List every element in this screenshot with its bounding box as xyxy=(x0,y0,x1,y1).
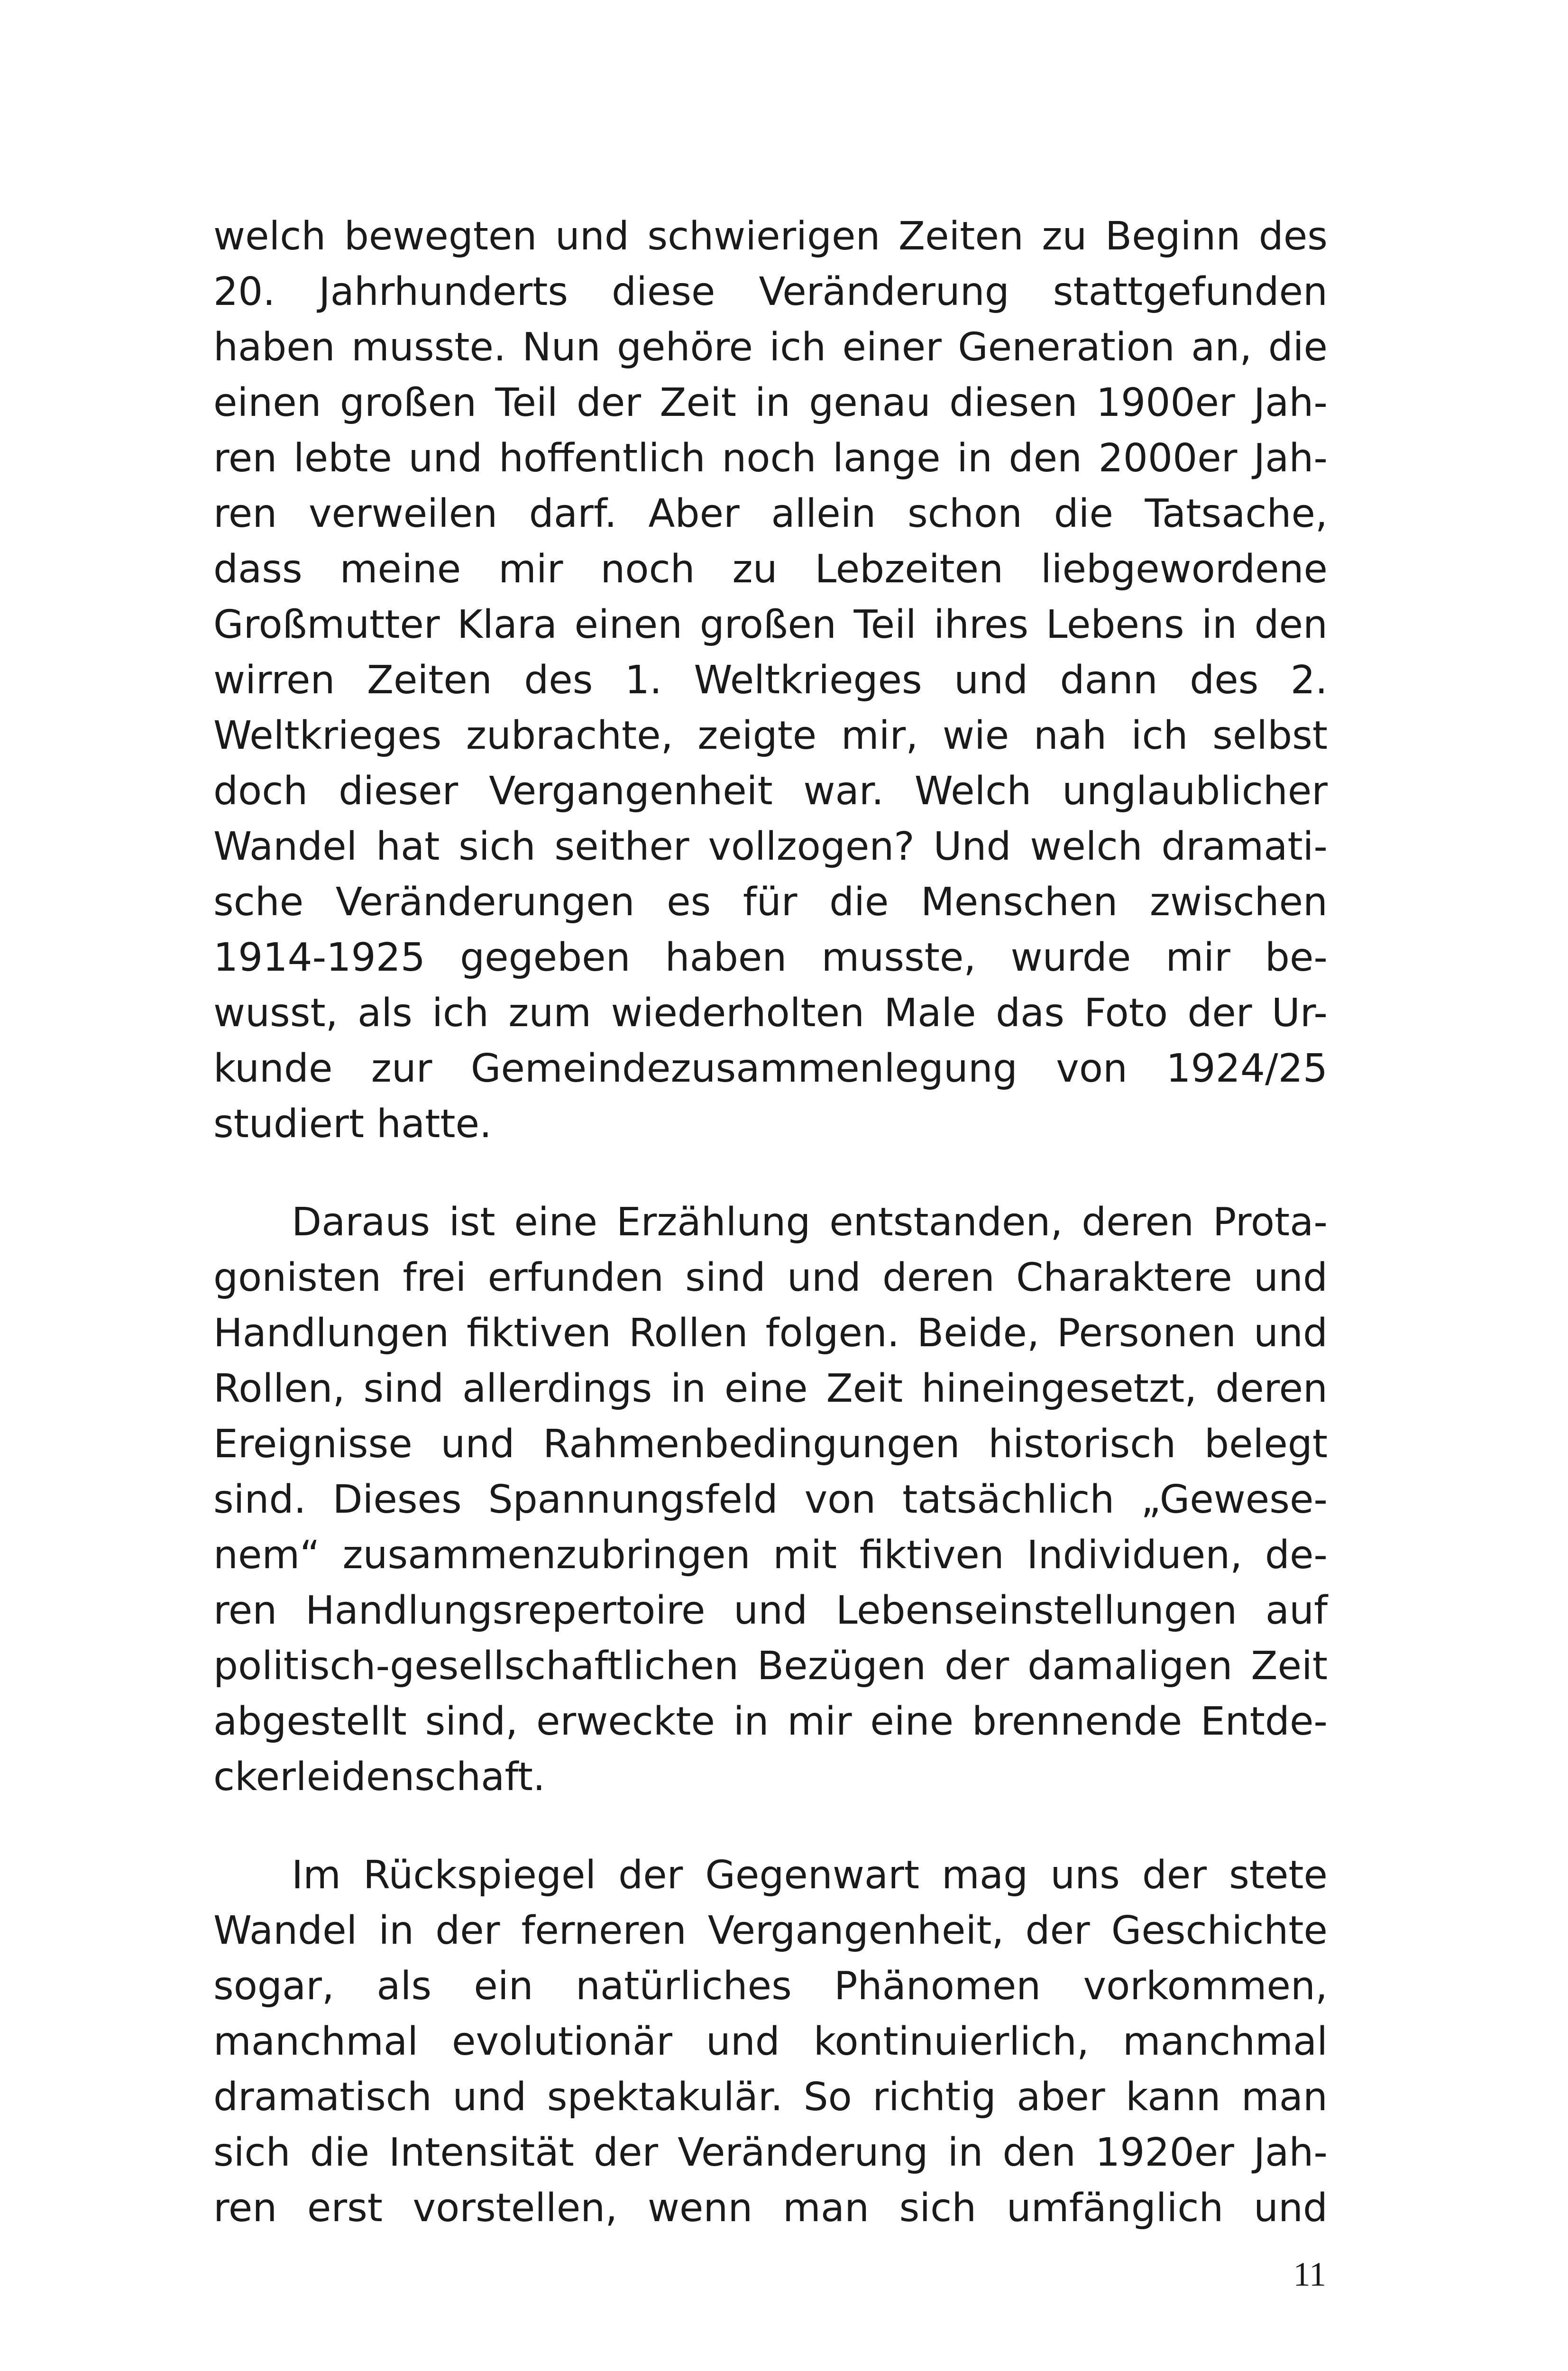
page-number: 11 xyxy=(1293,2255,1326,2293)
text-line: haben musste. Nun gehöre ich einer Generation an, die xyxy=(213,325,1328,370)
text-line: wusst, als ich zum wiederholten Male das Foto der Ur- xyxy=(213,991,1328,1036)
text-line: Großmutter Klara einen großen Teil ihres Lebens in den xyxy=(213,602,1328,647)
text-line: Rollen, sind allerdings in eine Zeit hineingesetzt, deren xyxy=(213,1366,1328,1411)
text-line: studiert hatte. xyxy=(213,1102,492,1147)
text-line: manchmal evolutionär und kontinuierlich, manchmal xyxy=(213,2019,1328,2064)
text-line: einen großen Teil der Zeit in genau diesen 1900er Jah- xyxy=(213,380,1328,425)
paragraph-3 xyxy=(213,1847,1328,2236)
text-line: nem“ zusammenzubringen mit fiktiven Individuen, de- xyxy=(213,1533,1328,1578)
text-line: abgestellt sind, erweckte in mir eine brennende Entde- xyxy=(213,1699,1328,1744)
text-line: Weltkrieges zubrachte, zeigte mir, wie nah ich selbst xyxy=(213,713,1328,758)
text-line: kunde zur Gemeindezusammenlegung von 1924/25 xyxy=(213,1046,1328,1091)
paragraph-1 xyxy=(213,209,1328,1152)
text-line: ren erst vorstellen, wenn man sich umfänglich und xyxy=(213,2186,1328,2231)
body-text xyxy=(213,209,1328,2279)
text-line: 20. Jahrhunderts diese Veränderung stattgefunden xyxy=(213,269,1328,314)
text-line: politisch-gesellschaftlichen Bezügen der damaligen Zeit xyxy=(213,1644,1328,1689)
text-line: gonisten frei erfunden sind und deren Charaktere und xyxy=(213,1255,1328,1300)
text-line: doch dieser Vergangenheit war. Welch unglaublicher xyxy=(213,769,1328,814)
text-line: dass meine mir noch zu Lebzeiten liebgewordene xyxy=(213,547,1328,592)
text-line: Wandel hat sich seither vollzogen? Und welch dramati- xyxy=(213,824,1328,869)
text-line: ren Handlungsrepertoire und Lebenseinstellungen auf xyxy=(213,1588,1328,1633)
text-line: Ereignisse und Rahmenbedingungen historisch belegt xyxy=(213,1422,1328,1467)
text-line: dramatisch und spektakulär. So richtig aber kann man xyxy=(213,2075,1328,2120)
text-line: Daraus ist eine Erzählung entstanden, deren Prota- xyxy=(292,1200,1328,1245)
text-line: ren verweilen darf. Aber allein schon die Tatsache, xyxy=(213,491,1328,536)
text-line: sche Veränderungen es für die Menschen zwischen xyxy=(213,880,1328,925)
text-line: 1914-1925 gegeben haben musste, wurde mir be- xyxy=(213,935,1328,980)
text-line: ren lebte und hoffentlich noch lange in den 2000er Jah- xyxy=(213,436,1328,481)
text-line: sich die Intensität der Veränderung in den 1920er Jah- xyxy=(213,2130,1328,2175)
text-line: Im Rückspiegel der Gegenwart mag uns der stete xyxy=(292,1853,1328,1898)
text-line: Wandel in der ferneren Vergangenheit, der Geschichte xyxy=(213,1908,1328,1953)
text-line: welch bewegten und schwierigen Zeiten zu Beginn des xyxy=(213,214,1328,259)
text-line: sogar, als ein natürliches Phänomen vorkommen, xyxy=(213,1964,1328,2009)
paragraph-2 xyxy=(213,1195,1328,1805)
text-line: Handlungen fiktiven Rollen folgen. Beide, Personen und xyxy=(213,1311,1328,1356)
text-line: ckerleidenschaft. xyxy=(213,1755,545,1800)
text-line: wirren Zeiten des 1. Weltkrieges und dann des 2. xyxy=(213,658,1328,703)
text-line: sind. Dieses Spannungsfeld von tatsächlich „Gewese- xyxy=(213,1477,1328,1522)
